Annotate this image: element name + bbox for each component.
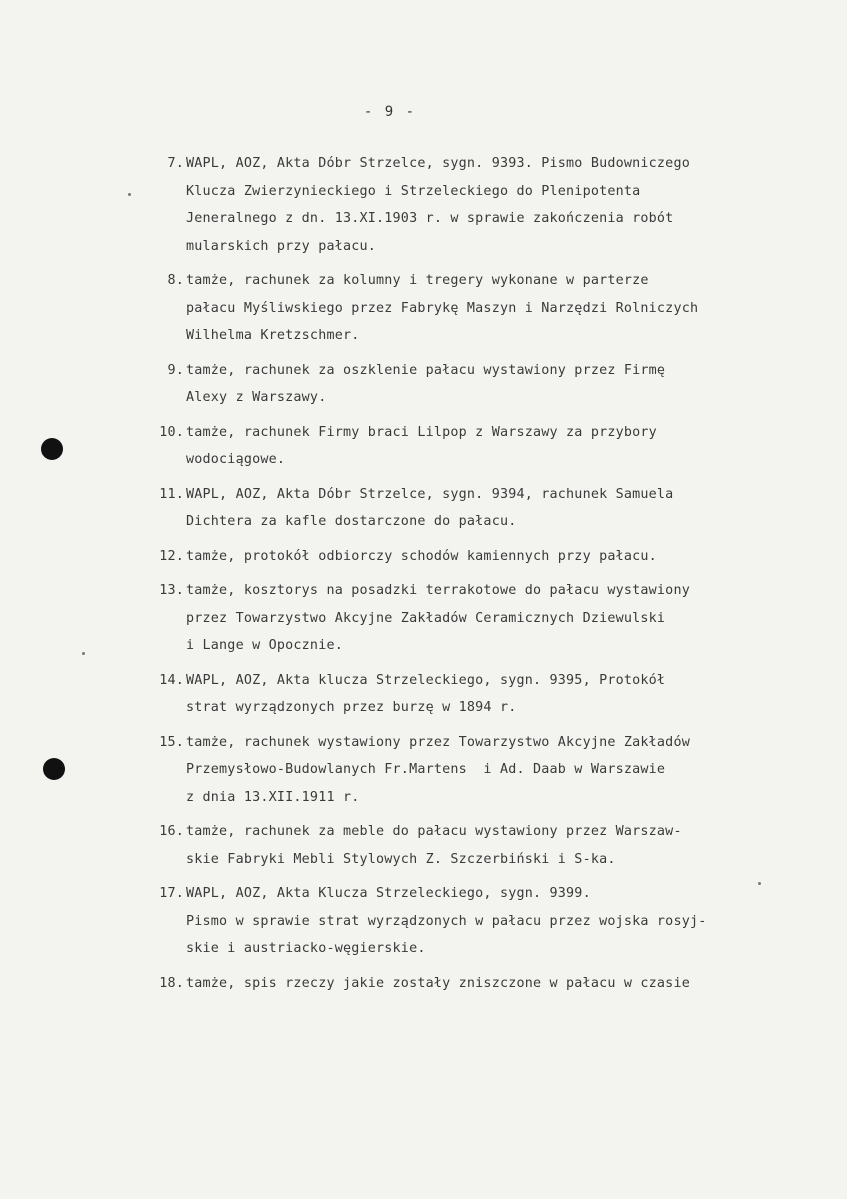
list-item <box>140 543 840 571</box>
list-item <box>140 481 840 536</box>
list-item <box>140 267 840 350</box>
bibliography-list <box>140 150 840 1004</box>
entry-line: Dichtera za kafle dostarczone do pałacu. <box>186 514 517 529</box>
entry-line: Alexy z Warszawy. <box>186 390 327 405</box>
entry-text <box>186 880 840 963</box>
punch-hole-bottom <box>43 758 65 780</box>
list-item <box>140 880 840 963</box>
list-item <box>140 667 840 722</box>
entry-line: Przemysłowo-Budowlanych Fr.Martens i Ad. Daab w Warszawie <box>186 762 666 777</box>
entry-text <box>186 419 840 474</box>
entry-line: Wilhelma Kretzschmer. <box>186 328 360 343</box>
entry-number: 15. <box>159 734 184 750</box>
entry-line: z dnia 13.XII.1911 r. <box>186 789 360 805</box>
punch-hole-top <box>41 438 63 460</box>
entry-line: WAPL, AOZ, Akta Dóbr Strzelce, sygn. 9393. Pismo Budowniczego <box>186 156 690 171</box>
entry-line: strat wyrządzonych przez burzę w 1894 r. <box>186 700 517 715</box>
entry-line: skie Fabryki Mebli Stylowych Z. Szczerbiński i S-ka. <box>186 851 616 867</box>
entry-line: tamże, rachunek Firmy braci Lilpop z Warszawy za przybory <box>186 424 657 440</box>
list-item <box>140 729 840 812</box>
entry-number: 16. <box>159 824 184 839</box>
entry-number: 8. <box>167 273 184 288</box>
entry-text <box>186 150 840 260</box>
entry-number: 17. <box>159 886 184 901</box>
entry-number: 12. <box>159 548 184 564</box>
entry-line: Jeneralnego z dn. 13.XI.1903 r. w sprawie zakończenia robót <box>186 211 674 226</box>
page-number: - 9 - <box>363 104 417 120</box>
entry-number: 10. <box>159 424 184 440</box>
entry-line: WAPL, AOZ, Akta Klucza Strzeleckiego, sygn. 9399. <box>186 886 591 901</box>
entry-line: tamże, kosztorys na posadzki terrakotowe do pałacu wystawiony <box>186 583 690 598</box>
entry-line: tamże, rachunek wystawiony przez Towarzystwo Akcyjne Zakładów <box>186 734 690 750</box>
entry-text <box>186 667 840 722</box>
entry-line: tamże, rachunek za oszklenie pałacu wystawiony przez Firmę <box>186 362 666 378</box>
entry-line: WAPL, AOZ, Akta Dóbr Strzelce, sygn. 9394, rachunek Samuela <box>186 486 674 502</box>
entry-line: skie i austriacko-węgierskie. <box>186 941 426 956</box>
list-item <box>140 419 840 474</box>
list-item <box>140 818 840 873</box>
list-item <box>140 150 840 260</box>
entry-text <box>186 357 840 412</box>
entry-text <box>186 543 840 571</box>
entry-number: 13. <box>159 583 184 598</box>
entry-line: Klucza Zwierzynieckiego i Strzeleckiego do Plenipotenta <box>186 183 641 199</box>
entry-number: 18. <box>159 975 184 991</box>
entry-text <box>186 577 840 660</box>
entry-number: 14. <box>159 672 184 688</box>
entry-line: mularskich przy pałacu. <box>186 238 377 254</box>
entry-line: pałacu Myśliwskiego przez Fabrykę Maszyn i Narzędzi Rolniczych <box>186 300 699 316</box>
entry-line: tamże, rachunek za kolumny i tregery wykonane w parterze <box>186 273 649 288</box>
entry-text <box>186 729 840 812</box>
entry-text <box>186 970 840 998</box>
list-item <box>140 577 840 660</box>
entry-line: tamże, rachunek za meble do pałacu wystawiony przez Warszaw- <box>186 824 682 839</box>
entry-number: 11. <box>159 486 184 502</box>
entry-text <box>186 818 840 873</box>
entry-number: 7. <box>167 156 184 171</box>
entry-line: tamże, protokół odbiorczy schodów kamiennych przy pałacu. <box>186 548 657 564</box>
entry-line: tamże, spis rzeczy jakie zostały zniszczone w pałacu w czasie <box>186 975 690 991</box>
ink-speck <box>82 652 85 655</box>
entry-line: przez Towarzystwo Akcyjne Zakładów Ceramicznych Dziewulski <box>186 610 666 626</box>
entry-line: i Lange w Opocznie. <box>186 638 343 653</box>
entry-line: wodociągowe. <box>186 452 286 467</box>
ink-speck <box>128 193 131 196</box>
list-item <box>140 970 840 998</box>
entry-text <box>186 267 840 350</box>
list-item <box>140 357 840 412</box>
entry-text <box>186 481 840 536</box>
entry-number: 9. <box>167 362 184 378</box>
entry-line: WAPL, AOZ, Akta klucza Strzeleckiego, sygn. 9395, Protokół <box>186 672 666 688</box>
entry-line: Pismo w sprawie strat wyrządzonych w pałacu przez wojska rosyj- <box>186 913 707 929</box>
